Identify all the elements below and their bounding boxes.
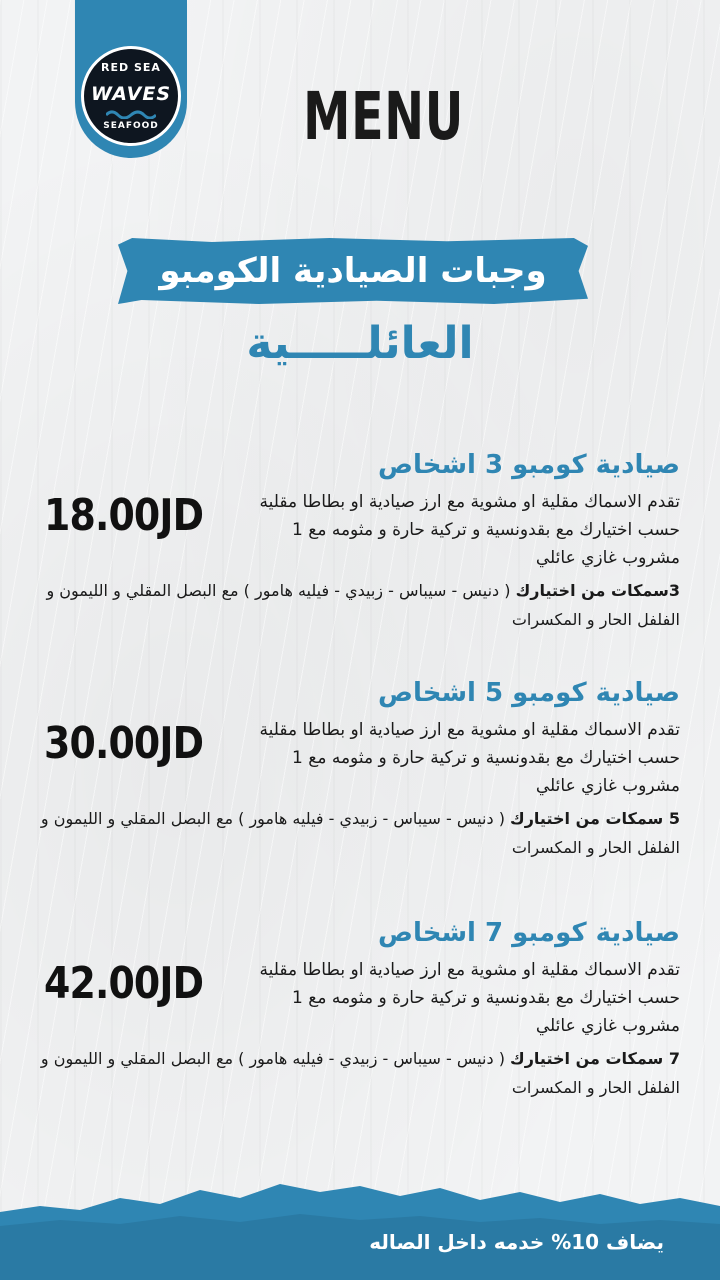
section-banner-title: وجبات الصيادية الكومبو bbox=[159, 251, 547, 291]
fish-options-text: ( دنيس - سيباس - زبيدي - فيليه هامور ) مع البصل المقلي و الليمون و الفلفل الحار و المكسرات bbox=[40, 1049, 680, 1097]
page-title: MENU bbox=[303, 78, 465, 155]
item-title: صيادية كومبو 5 اشخاص bbox=[377, 678, 680, 708]
wave-icon bbox=[106, 109, 156, 119]
item-price: 30.00JD bbox=[44, 718, 204, 769]
menu-item bbox=[40, 678, 680, 878]
item-fish-options bbox=[40, 804, 680, 862]
logo-top-text: RED SEA bbox=[101, 61, 161, 74]
fish-options-label: 7 سمكات من اختيارك bbox=[510, 1049, 680, 1068]
logo-bottom-text: SEAFOOD bbox=[103, 121, 159, 131]
item-price: 18.00JD bbox=[44, 490, 204, 541]
item-fish-options bbox=[40, 576, 680, 634]
logo-main-text: WAVES bbox=[90, 83, 172, 105]
fish-options-label: 3سمكات من اختيارك bbox=[515, 581, 680, 600]
item-fish-options bbox=[40, 1044, 680, 1102]
item-description: تقدم الاسماك مقلية او مشوية مع ارز صيادية او بطاطا مقلية حسب اختيارك مع بقدونسية و تركية حارة و مثومه مع 1 مشروب غازي عائلي bbox=[259, 492, 680, 568]
item-description: تقدم الاسماك مقلية او مشوية مع ارز صيادية او بطاطا مقلية حسب اختيارك مع بقدونسية و تركية حارة و مثومه مع 1 مشروب غازي عائلي bbox=[259, 720, 680, 796]
menu-item bbox=[40, 450, 680, 650]
brand-logo bbox=[81, 46, 181, 146]
logo-tab bbox=[75, 0, 187, 158]
fish-options-text: ( دنيس - سيباس - زبيدي - فيليه هامور ) مع البصل المقلي و الليمون و الفلفل الحار و المكسرات bbox=[40, 809, 680, 857]
fish-options-text: ( دنيس - سيباس - زبيدي - فيليه هامور ) مع البصل المقلي و الليمون و الفلفل الحار و المكسرات bbox=[46, 581, 680, 629]
section-subtitle: العائلـــــية bbox=[246, 318, 474, 369]
item-title: صيادية كومبو 7 اشخاص bbox=[377, 918, 680, 948]
item-description: تقدم الاسماك مقلية او مشوية مع ارز صيادية او بطاطا مقلية حسب اختيارك مع بقدونسية و تركية حارة و مثومه مع 1 مشروب غازي عائلي bbox=[259, 960, 680, 1036]
item-price: 42.00JD bbox=[44, 958, 204, 1009]
fish-options-label: 5 سمكات من اختيارك bbox=[510, 809, 680, 828]
menu-item bbox=[40, 918, 680, 1118]
item-title: صيادية كومبو 3 اشخاص bbox=[377, 450, 680, 480]
footer-band bbox=[0, 1180, 720, 1280]
service-charge-note: يضاف 10% خدمه داخل الصاله bbox=[369, 1230, 664, 1254]
